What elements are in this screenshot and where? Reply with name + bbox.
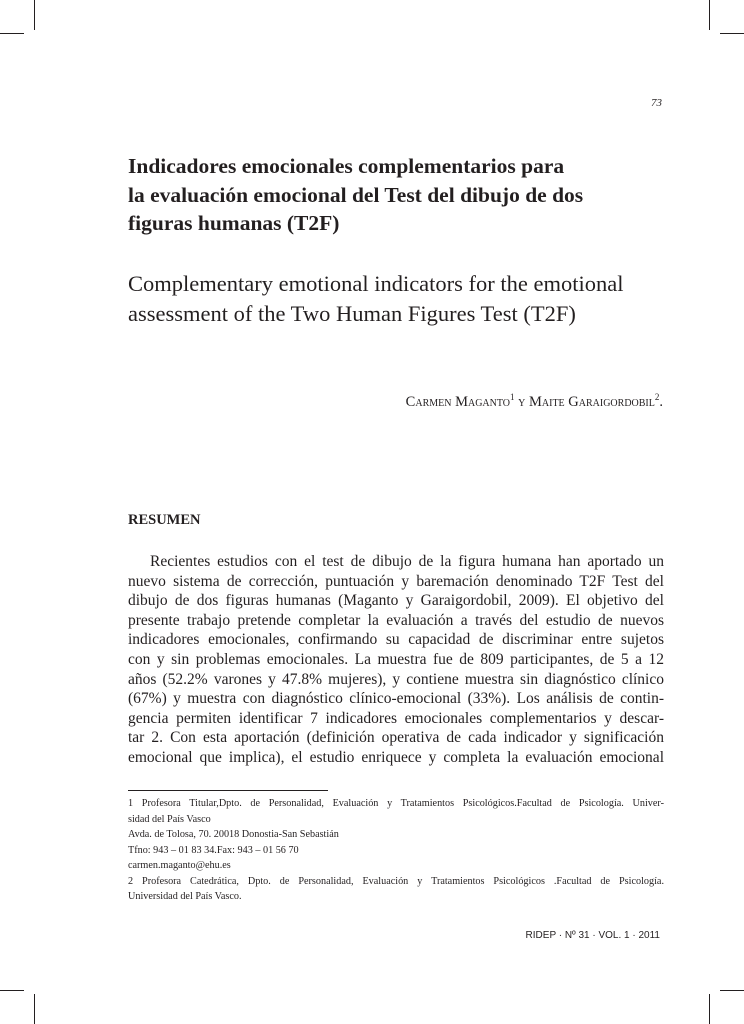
- authors: [406, 394, 663, 411]
- abstract-line: dibujo de dos figuras humanas (Maganto y Garaigordobil, 2009). El objetivo del: [128, 592, 664, 610]
- title-es-line: Indicadores emocionales complementarios para: [128, 154, 565, 178]
- footnotes: [128, 796, 664, 905]
- footnote-divider: [128, 790, 328, 791]
- author-2-affiliation: 2: [654, 392, 660, 403]
- abstract-line: presente trabajo pretende completar la evaluación a través del estudio de nuevos: [128, 611, 664, 629]
- footnote-line: Tfno: 943 – 01 83 34.Fax: 943 – 01 56 70: [128, 844, 299, 856]
- journal-footer: RIDEP · Nº 31 · VOL. 1 · 2011: [525, 930, 660, 941]
- crop-mark-top-right: [709, 0, 710, 30]
- abstract-body: [128, 552, 664, 768]
- footnote-line: sidad del País Vasco: [128, 813, 211, 825]
- abstract-line: años (52.2% varones y 47.8% mujeres), y contiene muestra sin diagnóstico clínico: [128, 670, 664, 688]
- crop-mark-top-right-h: [720, 33, 744, 34]
- abstract-line: con y sin problemas emocionales. La muestra fue de 809 participantes, de 5 a 12: [128, 650, 664, 668]
- abstract-line: gencia permiten identificar 7 indicadores emocionales complementarios y descar-: [128, 709, 664, 727]
- footnote-line: Avda. de Tolosa, 70. 20018 Donostia-San Sebastián: [128, 829, 339, 840]
- author-conjunction: y: [514, 394, 529, 410]
- crop-mark-bottom-right-h: [720, 990, 744, 991]
- title-es-line: la evaluación emocional del Test del dibujo de dos: [128, 182, 584, 207]
- abstract-line: (67%) y muestra con diagnóstico clínico-emocional (33%). Los análisis de contin-: [128, 690, 664, 708]
- crop-mark-top-left-h: [0, 33, 24, 34]
- title-spanish: [128, 152, 648, 238]
- abstract-line: nuevo sistema de corrección, puntuación y baremación denominado T2F Test del: [128, 572, 664, 590]
- abstract-heading: RESUMEN: [128, 512, 201, 528]
- title-english: [128, 269, 668, 329]
- abstract-line: emocional que implica), el estudio enriquece y completa la evaluación emocional: [128, 748, 664, 766]
- author-1: Carmen Maganto: [405, 394, 511, 410]
- footnote-line: 2 Profesora Catedrática, Dpto. de Personalidad, Evaluación y Tratamientos Psicológicos .Facultad de Psicología.: [128, 875, 664, 887]
- author-1-affiliation: 1: [510, 392, 515, 403]
- crop-mark-bottom-left: [34, 994, 35, 1024]
- footnote-email: carmen.maganto@ehu.es: [128, 860, 231, 871]
- authors-end: .: [659, 394, 663, 410]
- crop-mark-bottom-left-h: [0, 990, 24, 991]
- crop-mark-top-left: [34, 0, 35, 30]
- footnote-line: Universidad del País Vasco.: [128, 891, 242, 902]
- page-number: 73: [651, 97, 662, 109]
- abstract-line: indicadores emocionales, confirmando su capacidad de discriminar entre sujetos: [128, 631, 664, 649]
- title-en-line: assessment of the Two Human Figures Test (T2F): [128, 301, 576, 326]
- crop-mark-bottom-right: [709, 994, 710, 1024]
- title-en-line: Complementary emotional indicators for the emotional: [128, 271, 624, 296]
- footnote-line: 1 Profesora Titular,Dpto. de Personalidad, Evaluación y Tratamientos Psicológicos.Facultad de Psicología. Univer-: [128, 798, 664, 809]
- author-2: Maite Garaigordobil: [529, 394, 655, 410]
- abstract-line: tar 2. Con esta aportación (definición operativa de cada indicador y significación: [128, 729, 664, 747]
- title-es-line: figuras humanas (T2F): [128, 211, 340, 235]
- abstract-line: Recientes estudios con el test de dibujo de la figura humana han aportado un: [150, 553, 664, 570]
